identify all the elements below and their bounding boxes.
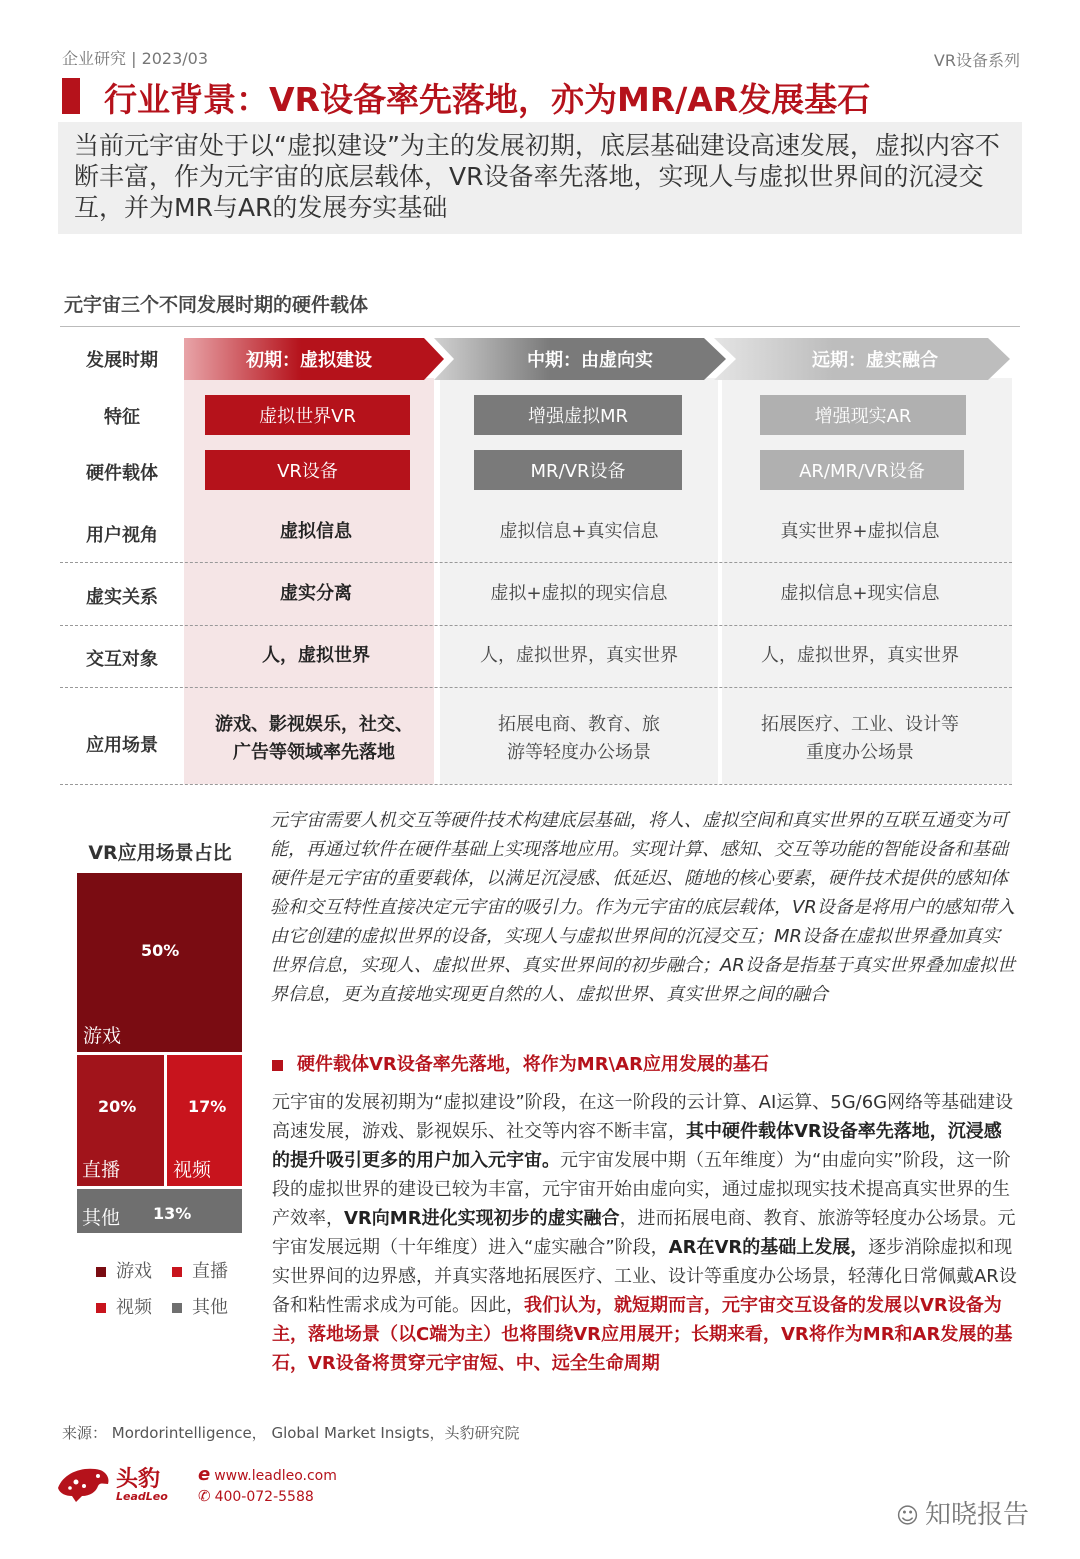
scenario-mid-line2: 游等轻度办公场景: [507, 742, 651, 763]
hardware-box-early: VR设备: [205, 450, 410, 490]
row-label-relation: 虚实关系: [86, 587, 158, 608]
scenario-early: [190, 711, 438, 767]
row-label-period: 发展时期: [86, 350, 158, 371]
body-bold: VR向MR进化实现初步的虚实融合: [344, 1208, 620, 1229]
legend-item-games: [96, 1257, 152, 1283]
treemap-label-video: 视频: [173, 1159, 212, 1181]
phone-text: 400-072-5588: [214, 1489, 314, 1505]
treemap-label-games: 游戏: [83, 1025, 122, 1047]
website-text: www.leadleo.com: [214, 1468, 337, 1484]
summary-box: 当前元宇宙处于以“虚拟建设”为主的发展初期，底层基础建设高速发展，虚拟内容不断丰富，作为元宇宙的底层载体，VR设备率先落地，实现人与虚拟世界间的沉浸交互，并为MR与AR的发展夯实基础: [58, 122, 1022, 234]
row-divider: [60, 562, 1012, 563]
stage-label-early: 初期：虚拟建设: [246, 350, 372, 371]
title-accent-bar: [62, 78, 80, 114]
bullet-square-icon: [272, 1060, 283, 1071]
row-divider: [60, 687, 1012, 688]
row-label-interaction: 交互对象: [86, 649, 158, 670]
website-link[interactable]: [198, 1464, 337, 1485]
scenario-late: [722, 711, 998, 767]
legend-item-other: [172, 1293, 228, 1319]
relation-late: 虚拟信息+现实信息: [780, 583, 940, 604]
wechat-icon: ☺: [896, 1504, 919, 1529]
user-view-mid: 虚拟信息+真实信息: [499, 521, 659, 542]
user-view-late: 真实世界+虚拟信息: [780, 521, 940, 542]
body-text: 元宇宙发展中期（五年维度）为“由虚向实”阶段，这一阶段的虚拟世界的建设已较为丰富，元宇宙开始由虚向实，通过虚拟现实技术提高真实世界的生产效率，: [272, 1150, 1011, 1229]
stage-label-mid: 中期：由虚向实: [527, 350, 653, 371]
legend-label: 其他: [192, 1297, 228, 1318]
legend-swatch: [172, 1267, 182, 1277]
interaction-late: 人，虚拟世界，真实世界: [761, 645, 959, 666]
feature-box-mid: 增强虚拟MR: [474, 395, 682, 435]
web-icon: e: [198, 1464, 211, 1485]
hardware-box-late: AR/MR/VR设备: [760, 450, 964, 490]
treemap-value-live: 20%: [98, 1097, 137, 1116]
body-paragraph: [272, 1088, 1017, 1378]
treemap-tile-video: [167, 1055, 242, 1186]
scenario-mid-line1: 拓展电商、教育、旅: [498, 714, 660, 735]
legend-item-video: [96, 1293, 152, 1319]
row-divider: [60, 784, 1012, 785]
header-category-date: 企业研究 | 2023/03: [62, 49, 209, 68]
intro-paragraph: 元宇宙需要人机交互等硬件技术构建底层基础，将人、虚拟空间和真实世界的互联互通变为可能，再通过软件在硬件基础上实现落地应用。实现计算、感知、交互等功能的智能设备和基础硬件是元宇宙的重要载体，以满足沉浸感、低延迟、随地的核心要素，硬件技术提供的感知体验和交互特性直接决定元宇宙的吸引力。作为元宇宙的底层载体，VR设备是将用户的感知带入由它创建的虚拟世界的设备，实现人与虚拟世界间的沉浸交互；MR设备在虚拟世界叠加真实世界信息，实现人、虚拟世界、真实世界间的初步融合；AR设备是指基于真实世界叠加虚拟世界信息，更为直接地实现更自然的人、虚拟世界、真实世界之间的融合: [270, 810, 1015, 1005]
leopard-logo-icon: [54, 1462, 112, 1504]
treemap-value-video: 17%: [188, 1097, 227, 1116]
scenario-late-line2: 重度办公场景: [806, 742, 914, 763]
body-conclusion: 我们认为，就短期而言，元宇宙交互设备的发展以VR设备为主，落地场景（以C端为主）也将围绕VR应用展开；长期来看，VR将作为MR和AR发展的基石，VR设备将贯穿元宇宙短、中、远全生命周期: [272, 1295, 1013, 1374]
chart-title: VR应用场景占比: [88, 842, 232, 864]
row-label-hardware: 硬件载体: [86, 463, 158, 484]
interaction-mid: 人，虚拟世界，真实世界: [480, 645, 678, 666]
page-title: 行业背景：VR设备率先落地，亦为MR/AR发展基石: [104, 80, 871, 119]
relation-mid: 虚拟+虚拟的现实信息: [490, 583, 668, 604]
treemap-label-live: 直播: [82, 1159, 121, 1181]
treemap-tile-games: [77, 873, 242, 1052]
relation-early: 虚实分离: [280, 583, 352, 604]
interaction-early: 人，虚拟世界: [262, 645, 370, 666]
row-label-user-view: 用户视角: [86, 525, 158, 546]
watermark: [896, 1494, 1029, 1531]
scenario-late-line1: 拓展医疗、工业、设计等: [761, 714, 959, 735]
scenario-mid: [440, 711, 718, 767]
treemap-label-other: 其他: [82, 1207, 121, 1229]
legend-label: 直播: [192, 1261, 228, 1282]
header-series: VR设备系列: [933, 51, 1020, 70]
body-bold: 其中硬件载体VR设备率先落地，沉浸感的提升吸引更多的用户加入元宇宙。: [272, 1121, 1002, 1171]
phone-number[interactable]: [198, 1487, 314, 1505]
legend-label: 游戏: [116, 1261, 152, 1282]
body-text: 逐步消除虚拟和现实世界间的边界感，并真实落地拓展医疗、工业、设计等重度办公场景，轻薄化日常佩戴AR设备和粘性需求成为可能。因此，: [272, 1237, 1017, 1316]
legend-swatch: [172, 1303, 182, 1313]
legend-label: 视频: [116, 1297, 152, 1318]
source-note: 来源： Mordorintelligence， Global Market Insigts，头豹研究院: [62, 1424, 520, 1442]
user-view-early: 虚拟信息: [280, 521, 352, 542]
table-title: 元宇宙三个不同发展时期的硬件载体: [64, 294, 369, 316]
row-label-feature: 特征: [104, 407, 140, 428]
legend-swatch: [96, 1303, 106, 1313]
scenario-early-line2: 广告等领域率先落地: [233, 742, 395, 763]
table-title-divider: [60, 326, 1020, 327]
watermark-text: 知晓报告: [924, 1500, 1029, 1530]
row-divider: [60, 625, 1012, 626]
hardware-box-mid: MR/VR设备: [474, 450, 682, 490]
body-bold: AR在VR的基础上发展，: [668, 1237, 869, 1258]
bullet-heading: [272, 1050, 769, 1076]
logo-sub: LeadLeo: [116, 1490, 168, 1503]
body-text: 元宇宙的发展初期为“虚拟建设”阶段，在这一阶段的云计算、AI运算、5G/6G网络等基础建设高速发展，游戏、影视娱乐、社交等内容不断丰富，: [272, 1092, 1014, 1142]
feature-box-late: 增强现实AR: [760, 395, 966, 435]
treemap-tile-other: [77, 1189, 242, 1233]
feature-box-early: 虚拟世界VR: [205, 395, 410, 435]
body-text: ，进而拓展电商、教育、旅游等轻度办公场景。元宇宙发展远期（十年维度）进入“虚实融合”阶段，: [272, 1208, 1016, 1258]
scenario-early-line1: 游戏、影视娱乐，社交、: [215, 714, 413, 735]
legend-swatch: [96, 1267, 106, 1277]
phone-icon: ✆: [198, 1487, 211, 1505]
logo-name: 头豹: [116, 1467, 161, 1492]
treemap-value-games: 50%: [141, 941, 180, 960]
bullet-heading-text: 硬件载体VR设备率先落地，将作为MR\AR应用发展的基石: [297, 1054, 769, 1075]
row-label-scenario: 应用场景: [86, 735, 158, 756]
treemap-tile-live: [77, 1055, 164, 1186]
treemap-value-other: 13%: [153, 1204, 192, 1223]
stage-label-late: 远期：虚实融合: [812, 350, 938, 371]
legend-item-live: [172, 1257, 228, 1283]
